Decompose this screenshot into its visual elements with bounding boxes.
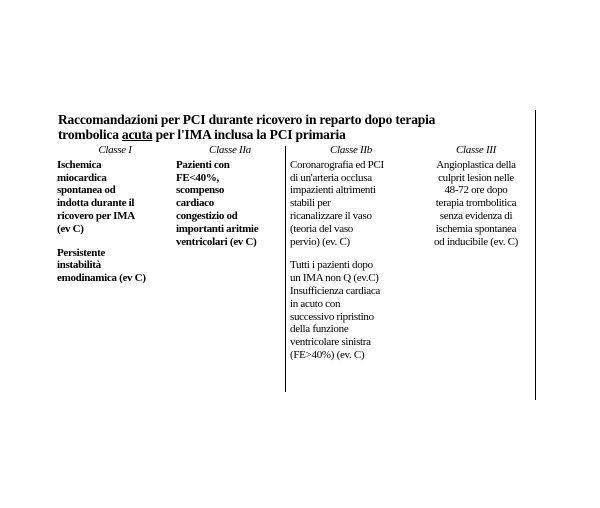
text-line: emodinamica (ev C) xyxy=(57,272,146,285)
text-line: terapia trombolitica xyxy=(435,197,517,210)
column-classe-3 xyxy=(420,144,532,259)
text-line: Angioplastica della xyxy=(436,158,516,171)
text-line: della funzione xyxy=(290,323,349,336)
recommendation-paragraph xyxy=(57,159,173,236)
text-line: miocardica xyxy=(57,171,107,184)
recommendation-paragraph xyxy=(290,159,412,249)
text-line: instabilità xyxy=(57,259,101,272)
column-header: Classe IIa xyxy=(209,144,251,156)
column-body xyxy=(57,159,173,285)
text-line: congestizio od xyxy=(176,209,238,222)
column-body xyxy=(176,159,284,249)
text-line: senza evidenza di xyxy=(439,209,513,222)
text-line: ventricolare sinistra xyxy=(290,336,371,349)
column-header: Classe I xyxy=(98,144,132,156)
title-line-1: Raccomandazioni per PCI durante ricovero in reparto dopo terapia xyxy=(58,112,436,127)
text-line: FE<40%, xyxy=(176,171,219,184)
title-underlined-word: acuta xyxy=(121,127,153,142)
text-line: culprit lesion nelle xyxy=(438,171,514,184)
title-line-2 xyxy=(58,127,536,142)
text-line: (teoria del vaso xyxy=(290,222,354,235)
text-line: od inducibile (ev. C) xyxy=(433,235,519,248)
column-classe-2a xyxy=(176,144,284,259)
text-line: Persistente xyxy=(57,246,106,259)
text-line: 48-72 ore dopo xyxy=(444,184,508,197)
recommendation-paragraph xyxy=(176,159,284,249)
title-line-2-start: trombolica xyxy=(58,127,122,142)
text-line: Insufficienza cardiaca xyxy=(290,284,380,297)
recommendation-paragraph xyxy=(420,159,532,249)
column-classe-1 xyxy=(57,144,173,296)
column-header: Classe III xyxy=(455,144,497,156)
text-line: Tutti i pazienti dopo xyxy=(290,259,373,272)
recommendation-paragraph xyxy=(290,259,412,361)
text-line: ischemia spontanea xyxy=(435,222,517,235)
text-line: in acuto con xyxy=(290,297,341,310)
column-header: Classe IIb xyxy=(330,144,372,156)
title-line-2-end: per l'IMA inclusa la PCI primaria xyxy=(152,127,346,142)
text-line: successivo ripristino xyxy=(290,310,374,323)
column-body xyxy=(290,159,412,362)
text-line: (FE>40%) (ev. C) xyxy=(290,348,365,361)
recommendation-paragraph xyxy=(57,247,173,285)
text-line: Pazienti con xyxy=(176,158,230,171)
slide-title xyxy=(58,112,536,142)
text-line: ricovero per IMA xyxy=(57,209,135,222)
text-line: stabili per xyxy=(290,197,331,210)
text-line: Ischemica xyxy=(57,158,102,171)
text-line: scompenso xyxy=(176,184,225,197)
text-line: importanti aritmie xyxy=(176,222,259,235)
text-line: spontanea od xyxy=(57,184,116,197)
text-line: di un'arteria occlusa xyxy=(290,171,372,184)
text-line: ventricolari (ev C) xyxy=(176,235,257,248)
text-line: (ev C) xyxy=(57,222,84,235)
text-line: pervio) (ev. C) xyxy=(290,235,350,248)
column-body xyxy=(420,159,532,249)
text-line: Coronarografia ed PCI xyxy=(290,158,384,171)
text-line: un IMA non Q (ev.C) xyxy=(290,272,379,285)
text-line: ricanalizzare il vaso xyxy=(290,209,372,222)
column-divider-line xyxy=(285,146,286,392)
text-line: cardiaco xyxy=(176,197,214,210)
text-line: impazienti altrimenti xyxy=(290,184,376,197)
column-classe-2b xyxy=(290,144,412,373)
text-line: indotta durante il xyxy=(57,197,135,210)
right-border-line xyxy=(535,110,536,400)
